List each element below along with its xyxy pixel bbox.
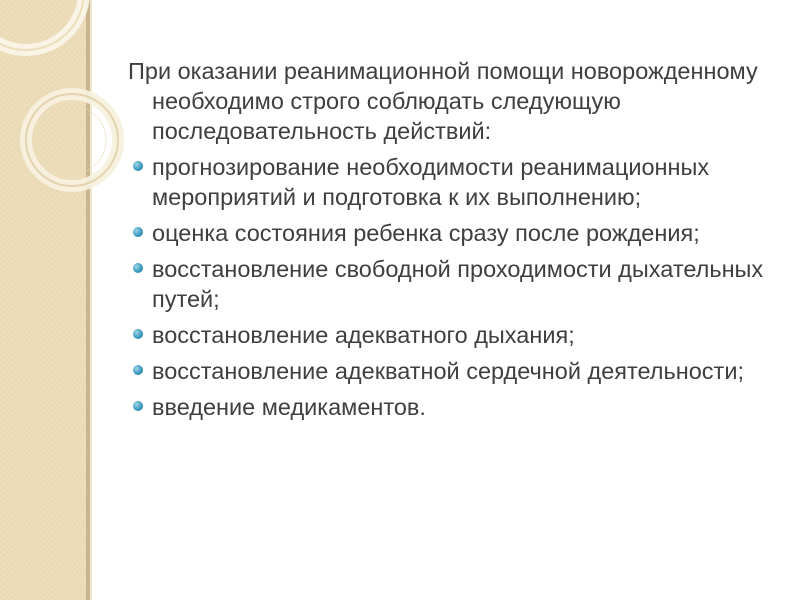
list-item	[128, 152, 778, 212]
bullet-list	[128, 152, 778, 422]
side-panel-edge-highlight	[90, 0, 92, 600]
list-item	[128, 254, 778, 314]
intro-text: При оказании реанимационной помощи новорожденному необходимо строго соблюдать следующую последовательность действий:	[128, 58, 758, 144]
list-item	[128, 392, 778, 422]
bullet-text: введение медикаментов.	[152, 394, 426, 420]
bullet-text: восстановление адекватного дыхания;	[152, 322, 575, 348]
list-item	[128, 356, 778, 386]
round-bullet-icon	[133, 161, 143, 171]
slide-content	[128, 56, 778, 428]
round-bullet-icon	[133, 401, 143, 411]
list-item	[128, 320, 778, 350]
round-bullet-icon	[133, 263, 143, 273]
bullet-text: прогнозирование необходимости реанимационных мероприятий и подготовка к их выполнению;	[152, 154, 710, 210]
round-bullet-icon	[133, 329, 143, 339]
bullet-text: оценка состояния ребенка сразу после рождения;	[152, 220, 700, 246]
round-bullet-icon	[133, 365, 143, 375]
bullet-text: восстановление адекватной сердечной деятельности;	[152, 358, 744, 384]
side-panel	[0, 0, 90, 600]
bullet-text: восстановление свободной проходимости дыхательных путей;	[152, 256, 764, 312]
list-item	[128, 218, 778, 248]
round-bullet-icon	[133, 227, 143, 237]
